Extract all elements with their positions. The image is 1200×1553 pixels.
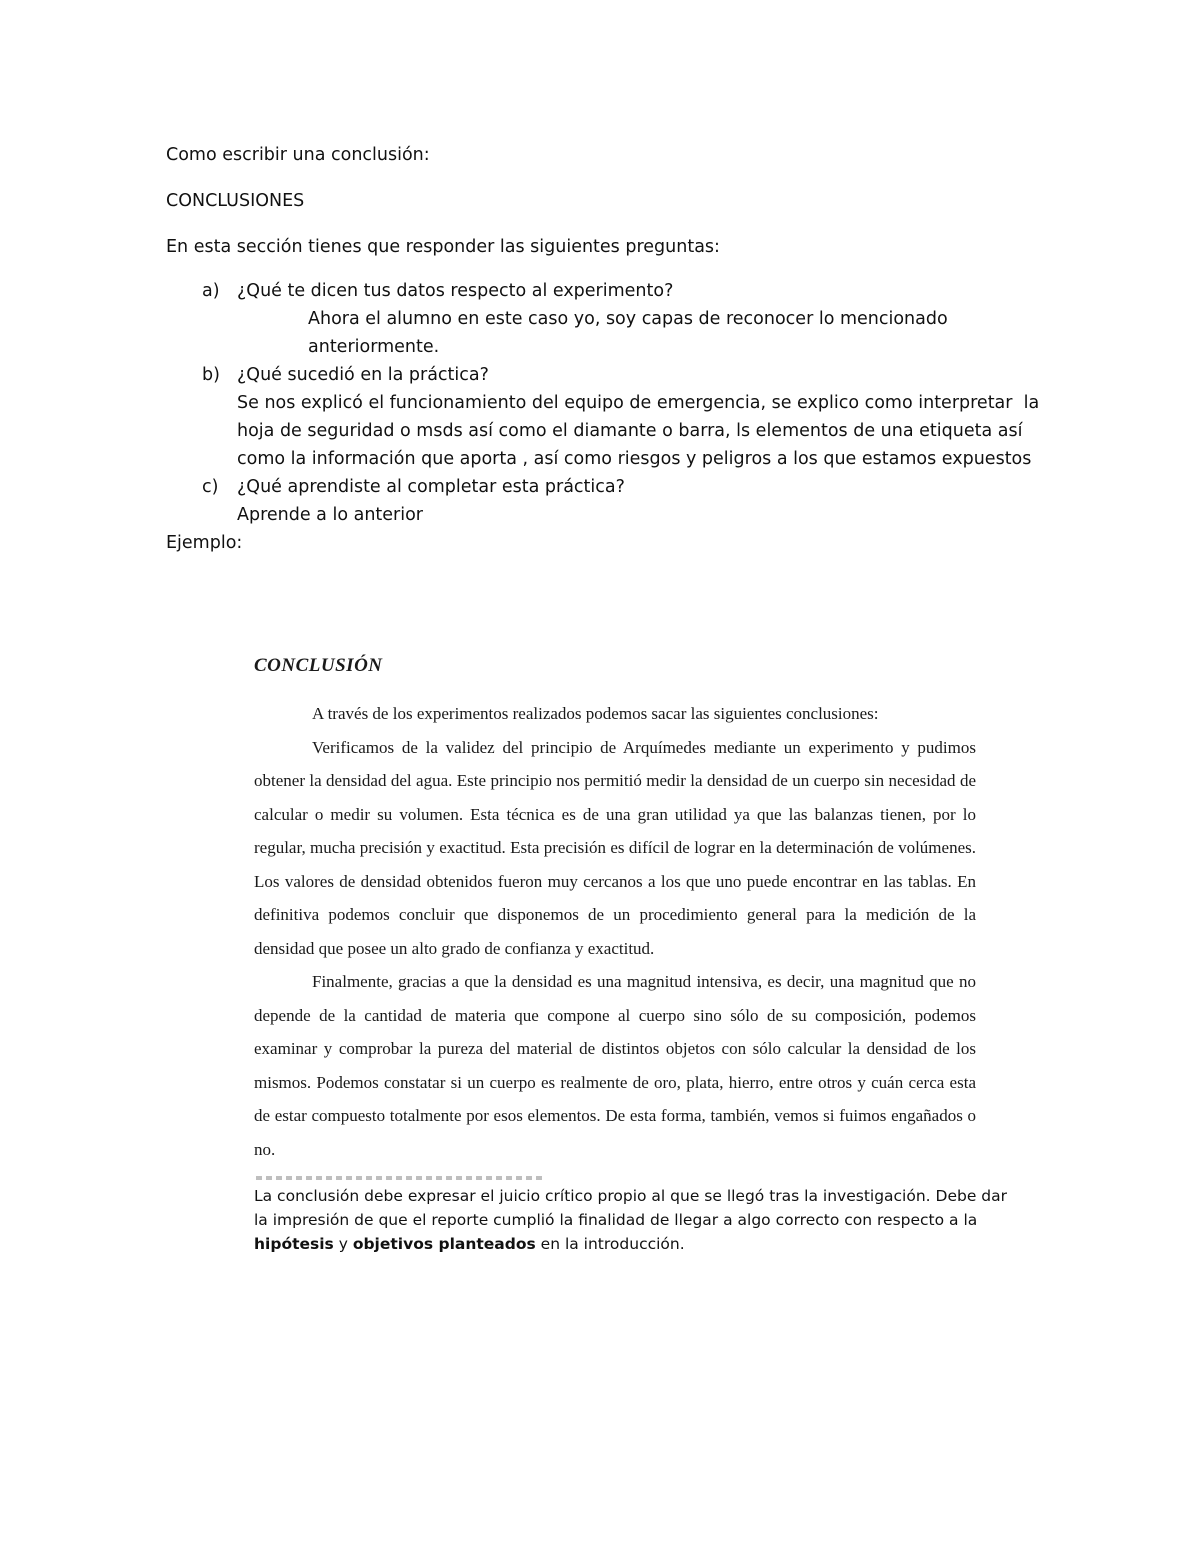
question-text: ¿Qué aprendiste al completar esta práctica? — [237, 477, 625, 497]
example-image — [250, 655, 1008, 1256]
list-marker: a) — [202, 281, 220, 301]
cropped-text-remnant — [256, 1176, 546, 1180]
question-item-a — [166, 277, 1046, 361]
example-text — [254, 697, 976, 1166]
note-bold-term: hipótesis — [254, 1235, 334, 1253]
question-item-b — [166, 361, 1046, 473]
question-text: ¿Qué sucedió en la práctica? — [237, 365, 489, 385]
answer-line: como la información que aporta , así como riesgos y peligros a los que estamos expuestos — [237, 449, 1032, 469]
section-title: CONCLUSIONES — [166, 191, 305, 211]
question-list — [166, 277, 1046, 529]
example-lead: A través de los experimentos realizados podemos sacar las siguientes conclusiones: — [312, 704, 879, 723]
list-marker: c) — [202, 477, 219, 497]
intro-text: En esta sección tienes que responder las siguientes preguntas: — [166, 237, 720, 257]
list-marker: b) — [202, 365, 220, 385]
question-text: ¿Qué te dicen tus datos respecto al experimento? — [237, 281, 674, 301]
question-item-c — [166, 473, 1046, 529]
answer-line: Aprende a lo anterior — [237, 505, 424, 525]
answer-line: hoja de seguridad o msds así como el diamante o barra, ls elementos de una etiqueta así — [237, 421, 1023, 441]
answer-line: Se nos explicó el funcionamiento del equipo de emergencia, se explico como interpretar la — [237, 393, 1040, 413]
answer-line: Ahora el alumno en este caso yo, soy capas de reconocer lo mencionado — [308, 309, 948, 329]
note-text: La conclusión debe expresar el juicio crítico propio al que se llegó tras la investigación. Debe dar la impresión de que el reporte cumplió la finalidad de llegar a algo correcto con respecto a la — [254, 1187, 1008, 1229]
example-note — [254, 1184, 1014, 1256]
example-paragraph: Verificamos de la validez del principio de Arquímedes mediante un experimento y pudimos obtener la densidad del agua. Este principio nos permitió medir la densidad de un cuerpo sin necesidad de calcular o medir su volumen. Esta técnica es de una gran utilidad ya que las balanzas tienen, por lo regular, mucha precisión y exactitud. Esta precisión es difícil de lograr en la determinación de volúmenes. Los valores de densidad obtenidos fueron muy cercanos a los que uno puede encontrar en las tablas. En definitiva podemos concluir que disponemos de un procedimiento general para la medición de la densidad que posee un alto grado de confianza y exactitud. — [254, 737, 976, 958]
note-text: en la introducción. — [535, 1235, 685, 1253]
document-heading: Como escribir una conclusión: — [166, 145, 430, 165]
example-label: Ejemplo: — [166, 533, 243, 553]
note-text: y — [333, 1235, 353, 1253]
example-title: CONCLUSIÓN — [254, 655, 383, 676]
example-paragraph: Finalmente, gracias a que la densidad es una magnitud intensiva, es decir, una magnitud que no depende de la cantidad de materia que compone al cuerpo sino sólo de su composición, podemos examinar y comprobar la pureza del material de distintos objetos con sólo calcular la densidad de los mismos. Podemos constatar si un cuerpo es realmente de oro, plata, hierro, entre otros y cuán cerca esta de estar compuesto totalmente por esos elementos. De esta forma, también, vemos si fuimos engañados o no. — [254, 972, 976, 1159]
answer-line: anteriormente. — [308, 337, 440, 357]
note-bold-term: objetivos planteados — [352, 1235, 536, 1253]
document-body — [166, 141, 1046, 557]
